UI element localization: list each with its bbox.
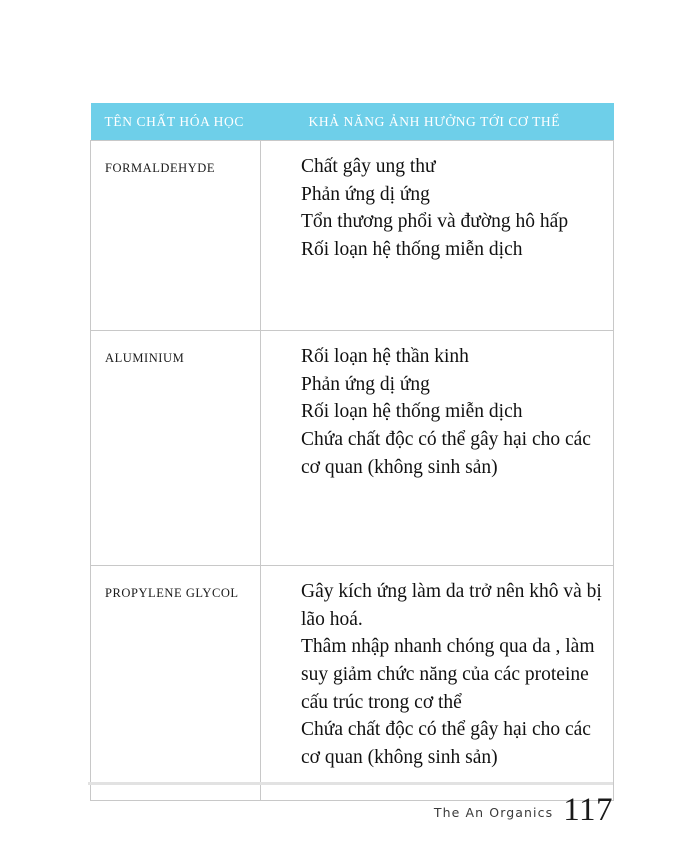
effect-item: Thâm nhập nhanh chóng qua da , làm suy giảm chức năng của các proteine cấu trúc trong cơ thể: [301, 636, 600, 713]
chemical-name-aluminium: ALUMINIUM: [91, 331, 261, 566]
effect-item: Rối loạn hệ thống miễn dịch: [301, 401, 523, 423]
effects-aluminium: [261, 331, 614, 566]
chemicals-table: [90, 103, 614, 801]
effect-item: Rối loạn hệ thần kinh: [301, 346, 469, 367]
effect-item: Phản ứng dị ứng: [301, 373, 430, 395]
footer-brand-name: The An Organics: [433, 805, 554, 820]
effect-item: Phản ứng dị ứng: [301, 183, 430, 205]
page-footer: [88, 792, 613, 836]
effects-formaldehyde: [261, 141, 614, 331]
table-body: [91, 141, 614, 801]
page-number: 117: [563, 792, 613, 828]
table-header: [91, 103, 614, 141]
chemical-name-formaldehyde: FORMALDEHYDE: [91, 141, 261, 331]
column-header-chemical-name: TÊN CHẤT HÓA HỌC: [91, 103, 261, 141]
effects-propylene-glycol: [261, 566, 614, 801]
effect-item: Chứa chất độc có thể gây hại cho các cơ quan (không sinh sản): [301, 429, 596, 478]
effect-item: Rối loạn hệ thống miễn dịch: [301, 239, 523, 261]
effect-item: Chứa chất độc có thể gây hại cho các cơ quan (không sinh sản): [301, 719, 596, 769]
footer-divider: [88, 782, 613, 785]
effect-item: Tổn thương phổi và đường hô hấp: [301, 211, 569, 233]
table-row: [91, 331, 614, 566]
table-row: [91, 141, 614, 331]
table-header-row: [91, 103, 614, 141]
effect-item: Chất gây ung thư: [301, 156, 436, 177]
effect-item: Gây kích ứng làm da trở nên khô và bị lão hoá.: [301, 581, 607, 630]
table-row: [91, 566, 614, 801]
chemical-name-propylene-glycol: PROPYLENE GLYCOL: [91, 566, 261, 801]
column-header-body-effects: KHẢ NĂNG ẢNH HƯỞNG TỚI CƠ THỂ: [261, 103, 614, 141]
